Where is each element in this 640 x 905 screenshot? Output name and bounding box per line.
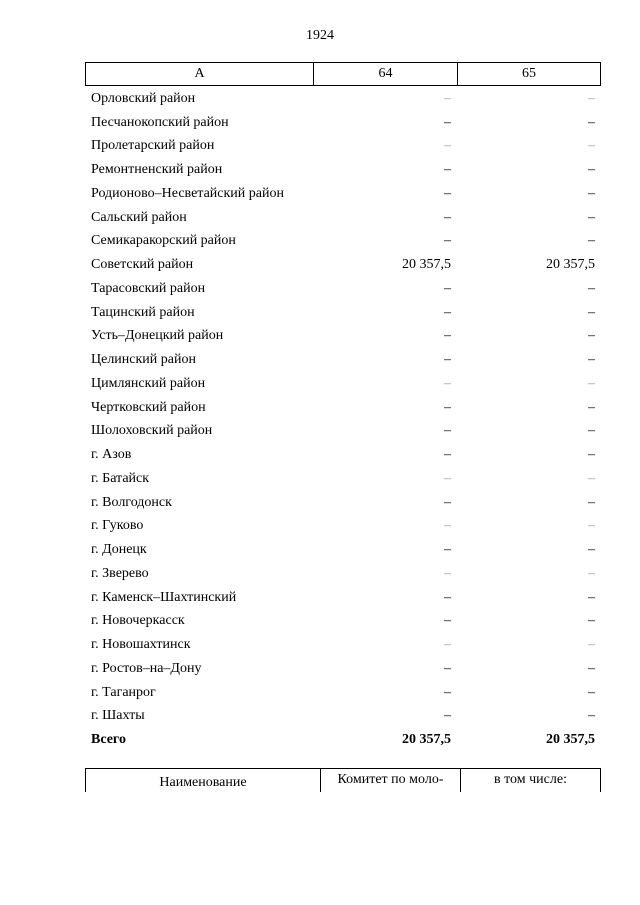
row-value-64: – [444,138,451,154]
row-value-65: – [588,447,595,463]
row-value-65: – [588,684,595,700]
row-value-64: – [444,399,451,415]
row-name: г. Волгодонск [91,494,172,510]
row-value-64: – [444,542,451,558]
row-name: г. Гуково [91,518,144,534]
row-name: Родионово–Несветайский район [91,185,284,201]
row-name: Пролетарский район [91,138,215,154]
row-value-65: – [588,494,595,510]
row-value-65: – [588,185,595,201]
row-name: Тарасовский район [91,280,206,296]
row-name: г. Донецк [91,542,147,558]
row-value-64: – [444,304,451,320]
table-row [85,443,601,467]
row-value-64: – [444,660,451,676]
row-value-64: – [444,447,451,463]
row-value-65: – [588,708,595,724]
table-header [85,62,601,86]
row-value-65: – [588,114,595,130]
row-name: г. Таганрог [91,684,156,700]
row-value-65: – [588,352,595,368]
table-row [85,562,601,586]
table-row [85,657,601,681]
row-value-65: – [588,233,595,249]
table-row [85,301,601,325]
row-value-65: 20 357,5 [546,257,595,273]
row-value-65: – [588,280,595,296]
row-value-64: – [444,613,451,629]
row-value-65: – [588,470,595,486]
total-value-64: 20 357,5 [402,732,451,748]
row-value-65: – [588,375,595,391]
table-row [85,586,601,610]
row-value-65: – [588,660,595,676]
row-value-64: – [444,589,451,605]
row-name: Семикаракорский район [91,233,236,249]
row-value-64: – [444,209,451,225]
row-name: Шолоховский район [91,423,213,439]
table-row [85,206,601,230]
row-value-64: – [444,375,451,391]
page-number: 1924 [306,28,334,43]
table-row [85,705,601,729]
row-value-64: – [444,518,451,534]
table-row [85,633,601,657]
row-value-65: – [588,542,595,558]
next-header-name: Наименование [86,769,321,792]
table-body [85,87,601,752]
row-value-65: – [588,162,595,178]
row-name: г. Зверево [91,565,149,581]
table-row [85,348,601,372]
next-table-header [85,768,601,792]
table-row [85,135,601,159]
table-row [85,158,601,182]
row-value-64: – [444,328,451,344]
row-value-64: 20 357,5 [402,257,451,273]
table-row [85,372,601,396]
row-value-64: – [444,90,451,106]
row-value-65: – [588,518,595,534]
total-value-65: 20 357,5 [546,732,595,748]
row-value-64: – [444,565,451,581]
row-name: Сальский район [91,209,187,225]
row-value-65: – [588,613,595,629]
row-value-65: – [588,589,595,605]
header-cell-64: 64 [314,63,458,85]
table-row [85,87,601,111]
table-row [85,681,601,705]
row-value-65: – [588,423,595,439]
row-name: г. Ростов–на–Дону [91,660,202,676]
table-row [85,230,601,254]
row-name: Ремонтненский район [91,162,223,178]
row-value-64: – [444,470,451,486]
row-value-64: – [444,280,451,296]
row-name: г. Батайск [91,470,150,486]
total-row [85,728,601,752]
total-label: Всего [91,732,126,748]
next-header-committee: Комитет по моло- [321,769,461,792]
row-value-65: – [588,637,595,653]
table-row [85,491,601,515]
row-value-64: – [444,185,451,201]
row-value-65: – [588,90,595,106]
row-value-64: – [444,684,451,700]
table-row [85,467,601,491]
row-value-64: – [444,162,451,178]
row-name: Чертковский район [91,399,206,415]
row-value-65: – [588,304,595,320]
row-value-65: – [588,328,595,344]
table-row [85,610,601,634]
table-row [85,420,601,444]
row-name: Советский район [91,257,194,273]
row-name: Песчанокопский район [91,114,229,130]
header-cell-65: 65 [522,66,536,81]
row-name: Цимлянский район [91,375,206,391]
table-row [85,277,601,301]
row-name: г. Азов [91,447,132,463]
row-name: г. Шахты [91,708,145,724]
row-name: г. Новошахтинск [91,637,191,653]
row-value-65: – [588,209,595,225]
row-value-64: – [444,233,451,249]
table-row [85,253,601,277]
row-value-64: – [444,423,451,439]
row-value-64: – [444,637,451,653]
row-value-64: – [444,352,451,368]
row-value-64: – [444,494,451,510]
table-row [85,111,601,135]
row-value-65: – [588,565,595,581]
row-name: Орловский район [91,90,196,106]
row-name: Усть–Донецкий район [91,328,224,344]
table-row [85,396,601,420]
header-cell-a: А [86,63,314,85]
row-name: Целинский район [91,352,196,368]
row-value-64: – [444,114,451,130]
table-row [85,538,601,562]
row-value-64: – [444,708,451,724]
row-value-65: – [588,399,595,415]
next-header-including: в том числе: [494,772,567,787]
row-name: г. Новочеркасск [91,613,185,629]
table-row [85,515,601,539]
row-value-65: – [588,138,595,154]
table-row [85,325,601,349]
table-row [85,182,601,206]
row-name: г. Каменск–Шахтинский [91,589,237,605]
row-name: Тацинский район [91,304,195,320]
